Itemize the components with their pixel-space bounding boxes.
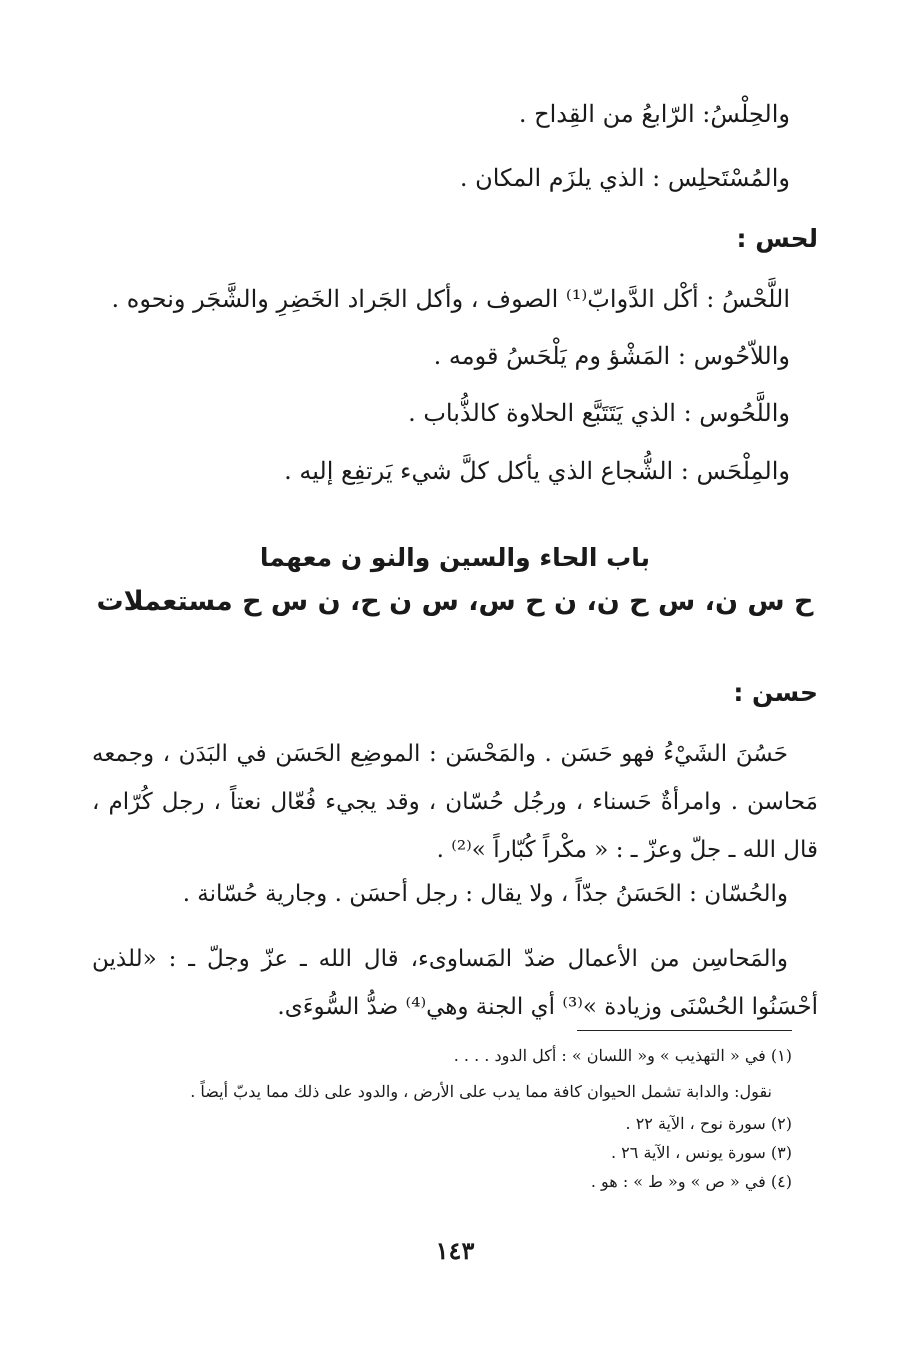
entry-line-milhas: والمِلْحَس : الشُّجاع الذي يأكل كلَّ شيء يَرتفِع إليه . [284, 457, 790, 485]
section-subtitle: ح س ن، س ح ن، ن ح س، س ن ح، ن س ح مستعملات [96, 586, 814, 617]
section-title: باب الحاء والسين والنو ن معهما [259, 543, 651, 572]
footnote-divider [577, 1030, 792, 1031]
footnote-4: (٤) في « ص » و« ط » : هو . [590, 1172, 792, 1191]
entry-line-lahs: اللَّحْسُ : أكْل الدَّوابّ⁽¹⁾ الصوف ، وأكل الجَراد الخَضِرِ والشَّجَر ونحوه . [111, 285, 790, 313]
footnote-2: (٢) سورة نوح ، الآية ٢٢ . [625, 1114, 792, 1133]
paragraph-hasuna: حَسُنَ الشَيْءُ فهو حَسَن . والمَحْسَن : الموضِع الحَسَن في البَدَن ، وجمعه مَحاسن . وامرأةٌ حَسناء ، ورجُل حُسّان ، وقد يجيء فُعّال نعتاً ، رجل كُرّام ، قال الله ـ جلّ وعزّ ـ : « مكْراً كُبّاراً »⁽²⁾ . [92, 741, 818, 863]
entry-line-hils: والحِلْسُ: الرّابعُ من القِداح . [518, 100, 790, 128]
entry-line-lahus: واللاّحُوس : المَشْؤ وم يَلْحَسُ قومه . [433, 342, 790, 370]
footnote-1-note: نقول: والدابة تشمل الحيوان كافة مما يدب على الأرض ، والدود على ذلك مما يدبّ أيضاً . [190, 1082, 772, 1101]
root-heading-lhs: لحس : [736, 224, 818, 253]
root-heading-hsn: حسن : [733, 678, 818, 707]
footnote-3: (٣) سورة يونس ، الآية ٢٦ . [611, 1143, 792, 1162]
entry-line-lahus-2: واللَّحُوس : الذي يَتَتَبَّع الحلاوة كالذُّباب . [408, 399, 790, 427]
page-number: ١٤٣ [435, 1236, 475, 1265]
footnote-1: (١) في « التهذيب » و« اللسان » : أكل الدود . . . . [453, 1046, 792, 1065]
entry-line-mustahlis: والمُسْتَحلِس : الذي يلزَم المكان . [459, 164, 790, 192]
paragraph-mahasin: والمَحاسِن من الأعمال ضدّ المَساوىء، قال الله ـ عزّ وجلّ ـ : «للذين أحْسَنُوا الحُسْنَى وزيادة »⁽³⁾ أي الجنة وهي⁽⁴⁾ ضدُّ السُّوءَى. [92, 946, 818, 1020]
paragraph-hussan: والحُسّان : الحَسَنُ جدّاً ، ولا يقال : رجل أحسَن . وجارية حُسّانة . [182, 881, 788, 907]
